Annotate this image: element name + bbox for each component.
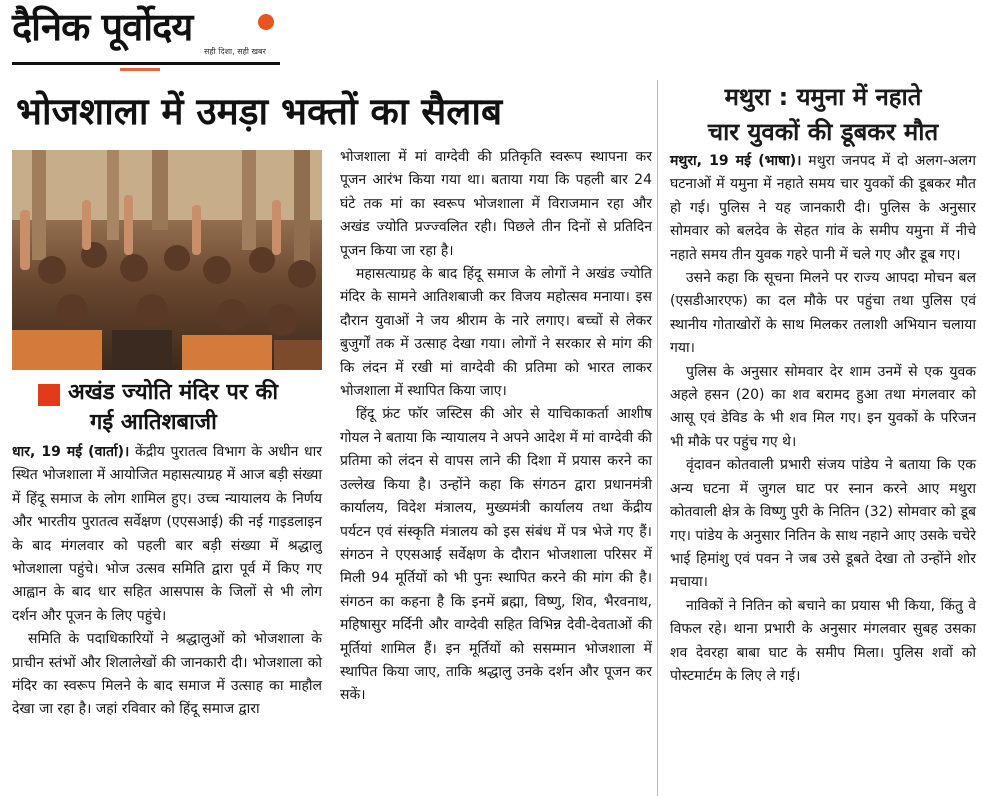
masthead-tagline: सही दिशा, सही खबर	[204, 47, 266, 56]
sub-headline-line2: गई आतिशबाजी	[90, 410, 217, 435]
paragraph: समिति के पदाधिकारियों ने श्रद्धालुओं को भोजशाला के प्राचीन स्तंभों और शिलालेखों की जानकारी दी। भोजशाला को मंदिर का स्वरूप मिलने के बाद समाज में उत्साह का माहौल देखा जा रहा है। जहां रविवार को हिंदू समाज द्वारा	[12, 631, 322, 718]
sub-headline: अखंड ज्योति मंदिर पर की	[68, 380, 279, 405]
article-column-1	[12, 441, 322, 722]
paragraph: वृंदावन कोतवाली प्रभारी संजय पांडेय ने बताया कि एक अन्य घटना में जुगल घाट पर स्नान करने आए मथुरा कोतवाली क्षेत्र के विष्णु पुरी के नितिन (32) सोमवार को डूब गए। पांडेय के अनुसार नितिन के साथ नहाने आए उसके चचेरे भाई हिमांशु एवं पवन ने जब उसे डूबते देखा तो उन्होंने शोर मचाया।	[670, 457, 976, 591]
article-column-2	[340, 146, 652, 708]
bullet-square	[38, 384, 60, 406]
paragraph: उसने कहा कि सूचना मिलने पर राज्य आपदा मोचन बल (एसडीआरएफ) का दल मौके पर पहुंचा तथा पुलिस एवं स्थानीय गोताखोरों के साथ मिलकर तलाशी अभियान चलाया गया।	[670, 270, 976, 357]
masthead-accent-rule	[120, 68, 160, 71]
logo-dot-icon	[258, 14, 274, 30]
masthead-name: दैनिक पूर्वोदय	[12, 5, 193, 49]
column-divider	[657, 80, 658, 796]
crowd-photo	[12, 150, 322, 370]
side-dateline: मथुरा, 19 मई (भाषा)।	[670, 153, 802, 169]
paragraph: धार, 19 मई (वार्ता)। केंद्रीय पुरातत्व विभाग के अधीन धार स्थित भोजशाला में आयोजित महासत्याग्रह में आज बड़ी संख्या में हिंदू समाज के लोग शामिल हुए। उच्च न्यायालय के निर्णय और भारतीय पुरातत्व सर्वेक्षण (एएसआई) की नई गाइडलाइन के बाद मंगलवार को पहली बार बड़ी संख्या में श्रद्धालु भोजशाला पहुंचे। भोज उत्सव समिति द्वारा पूर्व में किए गए आह्वान के बाद धार सहित आसपास के जिलों से भी लोग दर्शन और पूजन के लिए पहुंचे।	[12, 444, 323, 624]
paragraph: भोजशाला में मां वाग्देवी की प्रतिकृति स्वरूप स्थापना कर पूजन आरंभ किया गया था। बताया गया कि पहली बार 24 घंटे तक मां का स्वरूप भोजशाला में विराजमान रहा और अखंड ज्योति प्रज्ज्वलित रही। पिछले तीन दिनों से प्रतिदिन पूजन किया जा रहा है।	[340, 149, 652, 259]
side-article-body	[670, 150, 976, 688]
paragraph: नाविकों ने नितिन को बचाने का प्रयास भी किया, किंतु वे विफल रहे। थाना प्रभारी के अनुसार मंगलवार सुबह उसका शव देवरहा बाबा घाट के समीप मिला। पुलिस शवों को पोस्टमार्टम के लिए ले गई।	[670, 597, 976, 684]
dateline: धार, 19 मई (वार्ता)।	[12, 444, 130, 460]
paragraph: मथुरा, 19 मई (भाषा)। मथुरा जनपद में दो अलग-अलग घटनाओं में यमुना में नहाते समय चार युवकों की डूबकर मौत हो गई। पुलिस ने यह जानकारी दी। पुलिस के अनुसार सोमवार को बलदेव के सेहत गांव के समीप यमुना में नीचे नहाते समय तीन युवक गहरे पानी में चले गए और डूब गए।	[670, 153, 976, 263]
main-headline: भोजशाला में उमड़ा भक्तों का सैलाब	[16, 90, 503, 133]
masthead-rule	[12, 62, 280, 65]
side-headline: मथुरा : यमुना में नहाते चार युवकों की डूबकर मौत	[707, 83, 939, 146]
paragraph: पुलिस के अनुसार सोमवार देर शाम उनमें से एक युवक अहले हसन (20) का शव बरामद हुआ तथा मंगलवार को आसू एवं डेविड के भी शव मिल गए। इन युवकों के परिजन भी मौके पर पहुंच गए थे।	[670, 363, 976, 450]
paragraph: हिंदू फ्रंट फॉर जस्टिस की ओर से याचिकाकर्ता आशीष गोयल ने बताया कि न्यायालय ने अपने आदेश में मां वाग्देवी की प्रतिमा को लंदन से वापस लाने की दिशा में प्रयास करने का उल्लेख किया है। उन्होंने कहा कि संगठन द्वारा प्रधानमंत्री कार्यालय, विदेश मंत्रालय, मुख्यमंत्री कार्यालय तथा केंद्रीय पर्यटन एवं संस्कृति मंत्रालय को इस संबंध में पत्र भेजे गए हैं। संगठन ने एएसआई सर्वेक्षण के दौरान भोजशाला परिसर में मिली 94 मूर्तियों को भी पुनः स्थापित करने की मांग की है। संगठन का कहना है कि इनमें ब्रह्मा, विष्णु, शिव, भैरवनाथ, महिषासुर मर्दिनी और वाग्देवी सहित विभिन्न देवी-देवताओं की मूर्तियां शामिल हैं। इन मूर्तियों को ससम्मान भोजशाला में स्थापित किया जाए, ताकि श्रद्धालु उनके दर्शन और पूजन कर सकें।	[340, 406, 652, 704]
paragraph: महासत्याग्रह के बाद हिंदू समाज के लोगों ने अखंड ज्योति मंदिर के सामने आतिशबाजी कर विजय महोत्सव मनाया। इस दौरान युवाओं ने जय श्रीराम के नारे लगाए। बच्चों से लेकर बुजुर्गों तक में उत्साह देखा गया। लोगों ने सरकार से मांग की कि लंदन में रखी मां वाग्देवी की प्रतिमा को भारत लाकर भोजशाला में स्थापित किया जाए।	[340, 266, 652, 400]
